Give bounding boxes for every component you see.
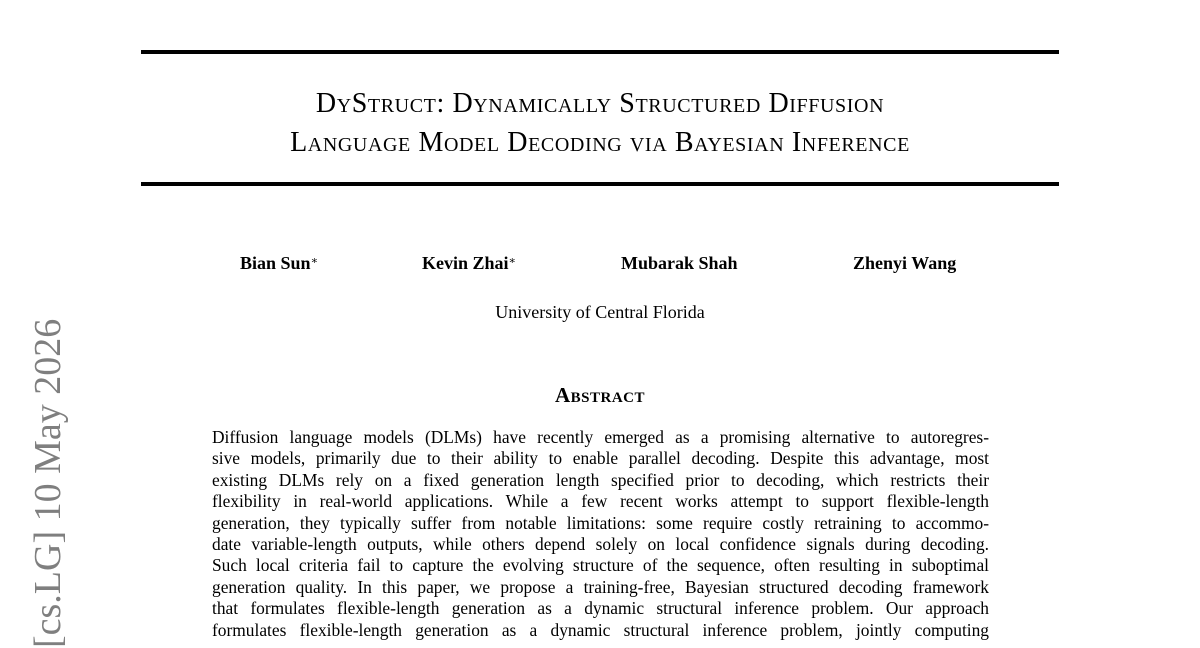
arxiv-stamp: [cs.LG] 10 May 2026 — [27, 318, 69, 648]
title-line-2: Language Model Decoding via Bayesian Inference — [290, 127, 910, 158]
abstract-line: Such local criteria fail to capture the evolving structure of the sequence, often resulting in suboptimal — [212, 555, 989, 576]
author-1 — [240, 253, 318, 274]
author-list — [0, 253, 1200, 277]
abstract-line: Diffusion language models (DLMs) have recently emerged as a promising alternative to autoregres- — [212, 427, 989, 447]
author-mark: ∗ — [508, 255, 517, 267]
title-top-rule — [141, 50, 1059, 54]
abstract-line: that formulates flexible-length generation as a dynamic structural inference problem. Our approach — [212, 598, 989, 619]
author-3 — [621, 253, 738, 274]
title-line-1: DyStruct: Dynamically Structured Diffusion — [315, 88, 885, 119]
title-bottom-rule — [141, 182, 1059, 186]
abstract-line: generation quality. In this paper, we propose a training-free, Bayesian structured decoding framework — [212, 576, 989, 597]
abstract-line: sive models, primarily due to their ability to enable parallel decoding. Despite this advantage, most — [212, 448, 989, 469]
abstract-line: generation, they typically suffer from notable limitations: some require costly retraining to accommo- — [212, 512, 989, 533]
author-name: Mubarak Shah — [621, 253, 738, 273]
paper-title — [141, 84, 1059, 162]
abstract-line: flexibility in real-world applications. While a few recent works attempt to support flexible-length — [212, 491, 989, 512]
abstract-line: date variable-length outputs, while others depend solely on local confidence signals during decoding. — [212, 533, 989, 554]
abstract-heading: Abstract — [554, 383, 646, 407]
abstract-body — [212, 427, 989, 641]
author-2 — [422, 253, 516, 274]
author-name: Zhenyi Wang — [853, 253, 957, 273]
abstract-line: existing DLMs rely on a fixed generation length specified prior to decoding, which restricts their — [212, 469, 989, 490]
affiliation: University of Central Florida — [495, 302, 705, 322]
author-name: Bian Sun — [240, 253, 311, 273]
author-mark: ∗ — [310, 255, 319, 267]
author-name: Kevin Zhai — [422, 253, 509, 273]
author-4 — [853, 253, 956, 274]
abstract-line: formulates flexible-length generation as a dynamic structural inference problem, jointly computing — [212, 619, 989, 640]
